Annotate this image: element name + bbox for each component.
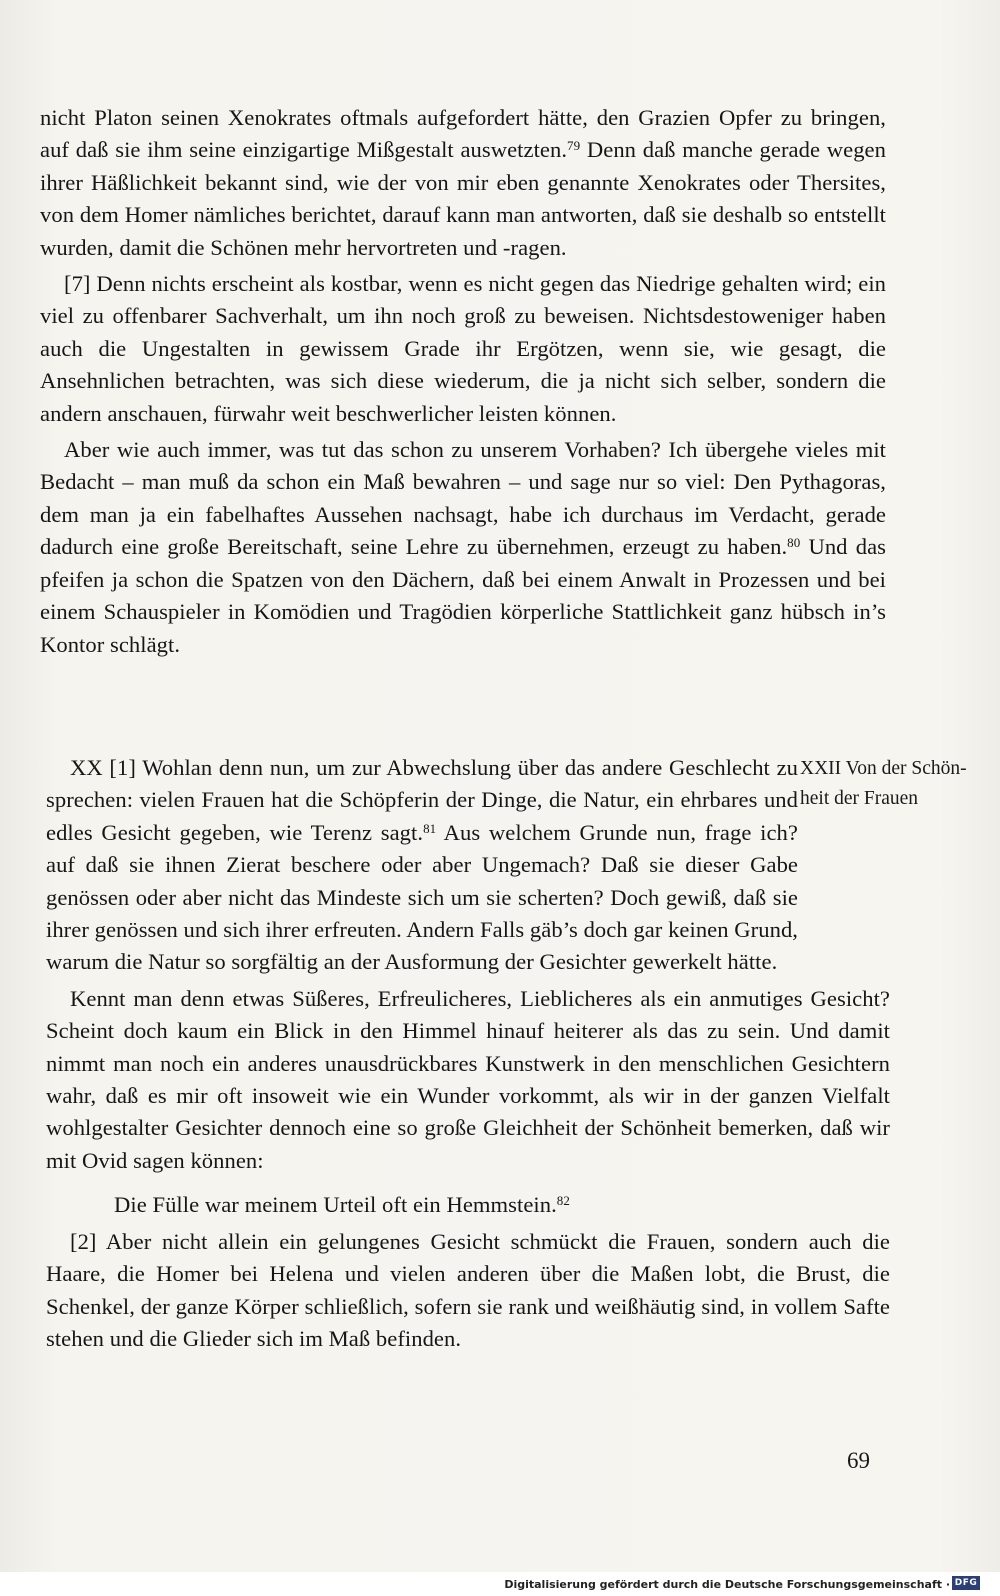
footnote-marker: 81 xyxy=(423,820,437,836)
paragraph: Kennt man denn etwas Süßeres, Erfreulicheres, Lieblicheres als ein anmutiges Gesicht? Scheint doch kaum ein Blick in den Himmel hinauf heiterer als das zu sein. Und damit nimmt man noch ein anderes unausdrückbares Kunstwerk in den menschlichen Gesichtern wahr, daß es mir oft insoweit wie ein Wunder vorkommt, als wir in der ganzen Vielfalt wohlgestalter Gesichter dennoch eine so große Gleichheit der Schönheit bemerken, daß wir mit Ovid sagen können: xyxy=(46,985,890,1173)
margin-note xyxy=(800,754,1000,814)
footer-credit: Digitalisierung gefördert durch die Deutsche Forschungsgemeinschaft · xyxy=(504,1578,950,1591)
paragraph: [7] Denn nichts erscheint als kostbar, wenn es nicht gegen das Niedrige gehalten wird; ein viel zu offenbarer Sachverhalt, um ihn noch groß zu beweisen. Nichtsdestoweniger haben auch die Ungestalten in gewissem Grade ihr Ergötzen, wenn sie, wie gesagt, die Ansehnlichen betrachten, was sich diese wiederum, die ja nicht sich selber, sondern die andern anschauen, fürwahr weit beschwerlicher leisten können. xyxy=(40,271,886,426)
text-block-top xyxy=(40,102,886,661)
footnote-marker: 80 xyxy=(787,535,801,551)
footnote-marker: 82 xyxy=(556,1193,570,1209)
paragraph: [2] Aber nicht allein ein gelungenes Gesicht schmückt die Frauen, sondern auch die Haare, die Homer bei Helena und vielen anderen über die Maßen lobt, die Brust, die Schenkel, der ganze Körper schließlich, sofern sie rank und weißhäutig sind, in vollem Safte stehen und die Glieder sich im Maß befinden. xyxy=(46,1228,890,1351)
text-block-bottom xyxy=(46,752,890,1355)
verse-quote: Die Fülle war meinem Urteil oft ein Hemmstein.$^{82}$ xyxy=(114,1192,570,1218)
page-number: 69 xyxy=(847,1448,870,1473)
paragraph: Aber wie auch immer, was tut das schon zu unserem Vorhaben? Ich übergehe vieles mit Bedacht – man muß da schon ein Maß bewahren – und sage nur so viel: Den Pythagoras, dem man ja ein fabelhaftes Aussehen nachsagt, habe ich durchaus im Verdacht, gerade dadurch eine große Bereitschaft, seine Lehre zu übernehmen, erzeugt zu haben.$^{80}$ Und das pfeifen ja schon die Spatzen von den Dächern, daß bei einem Anwalt in Prozessen und bei einem Schauspieler in Komödien und Tragödien körperliche Stattlichkeit ganz hübsch in’s Kontor schlägt. xyxy=(40,437,886,657)
margin-note-line: heit der Frauen xyxy=(800,788,919,809)
margin-note-line: XXII Von der Schön- xyxy=(800,758,967,779)
paragraph: nicht Platon seinen Xenokrates oftmals aufgefordert hätte, den Grazien Opfer zu bringen, auf daß sie ihm seine einzigartige Mißgestalt auswetzten.$^{79}$ Denn daß manche gerade wegen ihrer Häßlichkeit bekannt sind, wie der von mir eben genannte Xenokrates oder Thersites, von dem Homer nämliches berichtet, darauf kann man antworten, daß sie deshalb so entstellt wurden, damit die Schönen mehr hervortreten und -ragen. xyxy=(40,105,886,260)
footnote-marker: 79 xyxy=(567,138,581,154)
section-start-paragraph: XX [1] Wohlan denn nun, um zur Abwechslung über das andere Geschlecht zu sprechen: vielen Frauen hat die Schöpferin der Dinge, die Natur, ein ehrbares und edles Gesicht gegeben, wie Terenz sagt.$^{81}$ Aus welchem Grunde nun, frage ich? auf daß sie ihnen Zierat beschere oder aber Ungemach? Daß sie dieser Gabe genössen oder aber nicht das Mindeste sich um sie scherten? Doch gewiß, daß sie ihrer genössen und sich ihrer erfreuten. Andern Falls gäb’s doch gar keinen Grund, warum die Natur so sorgfältig an der Ausformung der Gesichter gewerkelt hätte. xyxy=(46,755,798,975)
dfg-logo: DFG xyxy=(952,1576,980,1590)
